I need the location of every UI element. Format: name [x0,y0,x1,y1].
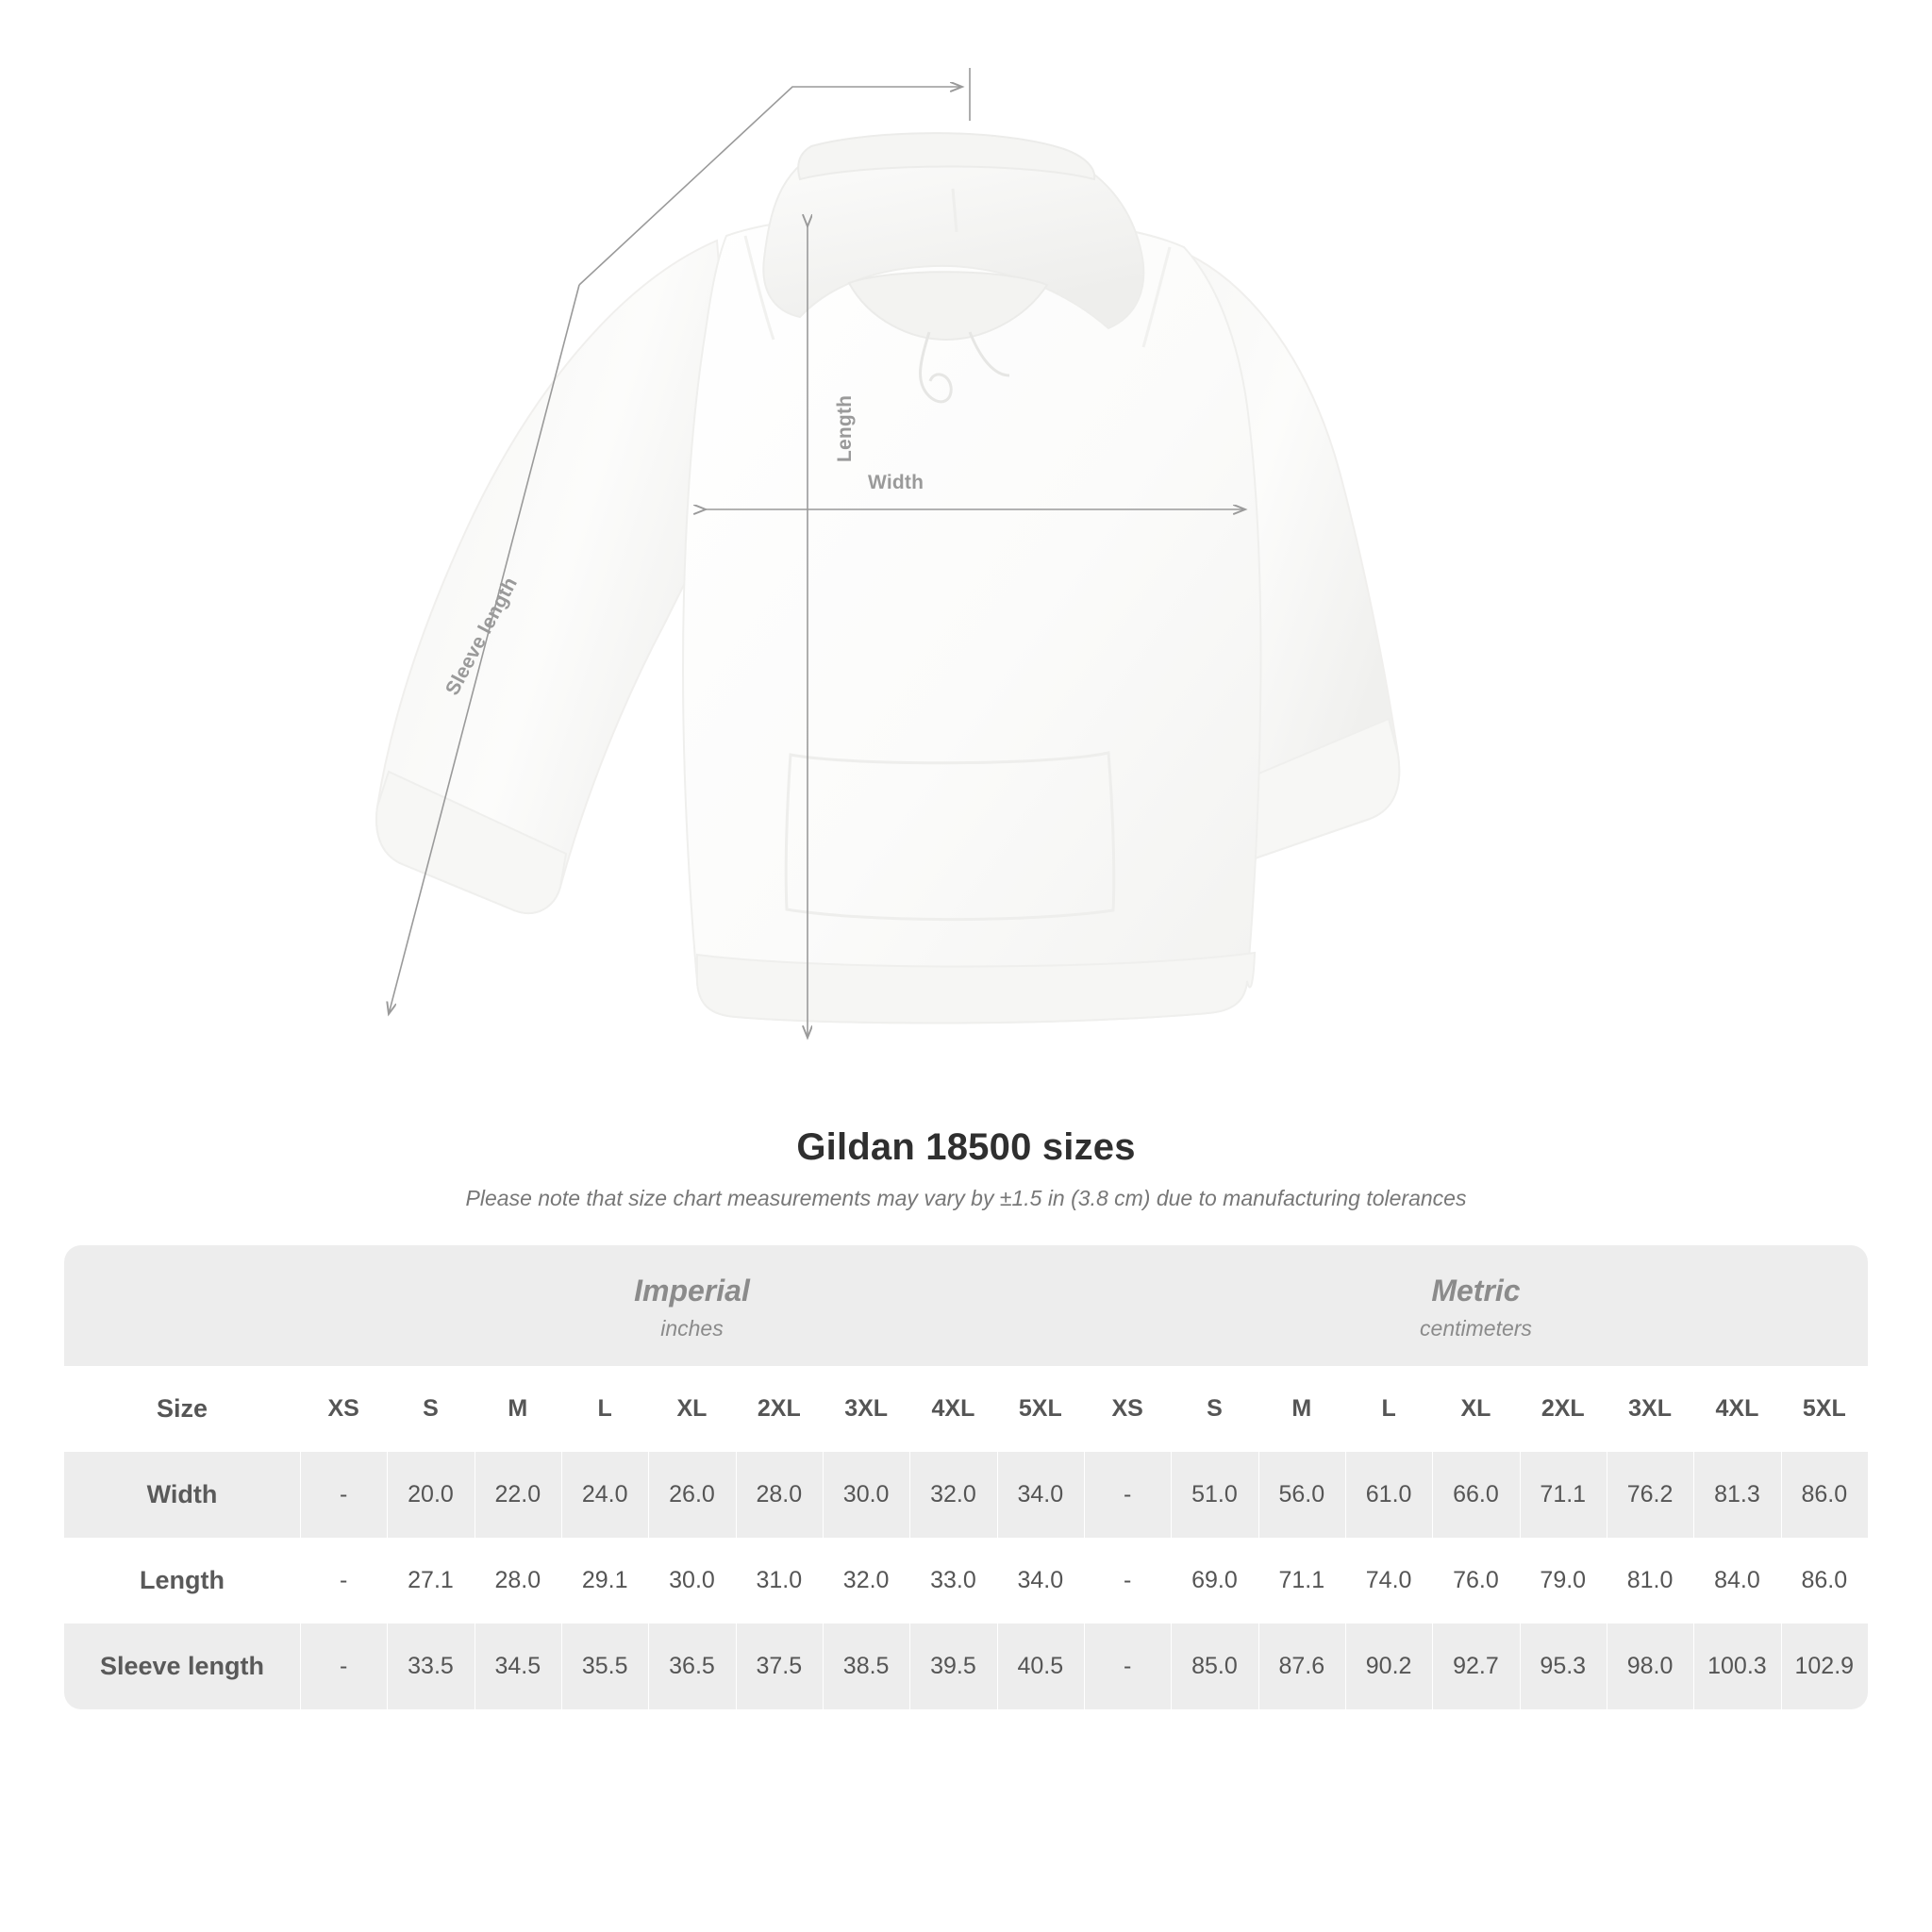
cell-sleeve-imperial-4xl: 39.5 [909,1624,996,1709]
page-title: Gildan 18500 sizes [796,1126,1136,1168]
tolerance-note: Please note that size chart measurements may vary by ±1.5 in (3.8 cm) due to manufacturing tolerances [465,1186,1467,1210]
cell-width-metric-5xl: 86.0 [1781,1452,1868,1538]
sleeve-length-label: Sleeve length [441,574,523,699]
chart-heading-block [0,1126,1932,1211]
cell-length-imperial-5xl: 34.0 [997,1538,1084,1624]
cell-sleeve-metric-xs: - [1084,1624,1171,1709]
header-size-label: Size [64,1366,300,1452]
header-size-metric-m: M [1258,1366,1345,1452]
cell-length-imperial-m: 28.0 [475,1538,561,1624]
cell-sleeve-metric-xl: 92.7 [1432,1624,1519,1709]
header-size-imperial-4xl: 4XL [909,1366,996,1452]
cell-length-imperial-l: 29.1 [561,1538,648,1624]
row-label-width: Width [64,1452,300,1538]
cell-length-metric-4xl: 84.0 [1693,1538,1780,1624]
header-size-imperial-m: M [475,1366,561,1452]
cell-length-metric-2xl: 79.0 [1520,1538,1607,1624]
cell-sleeve-imperial-3xl: 38.5 [823,1624,909,1709]
cell-sleeve-metric-4xl: 100.3 [1693,1624,1780,1709]
header-size-imperial-xs: XS [300,1366,387,1452]
cell-width-imperial-5xl: 34.0 [997,1452,1084,1538]
cell-length-metric-5xl: 86.0 [1781,1538,1868,1624]
cell-width-imperial-s: 20.0 [387,1452,474,1538]
header-size-metric-l: L [1345,1366,1432,1452]
cell-sleeve-imperial-m: 34.5 [475,1624,561,1709]
cell-width-imperial-2xl: 28.0 [736,1452,823,1538]
cell-sleeve-metric-5xl: 102.9 [1781,1624,1868,1709]
cell-sleeve-metric-s: 85.0 [1171,1624,1257,1709]
unit-header-row [64,1245,1868,1366]
cell-width-metric-3xl: 76.2 [1607,1452,1693,1538]
cell-sleeve-imperial-l: 35.5 [561,1624,648,1709]
cell-length-metric-xs: - [1084,1538,1171,1624]
size-header-row [64,1366,1868,1452]
length-label: Length [834,394,856,462]
cell-sleeve-imperial-xl: 36.5 [648,1624,735,1709]
hoodie-art [376,133,1399,1023]
header-size-imperial-xl: XL [648,1366,735,1452]
cell-length-metric-l: 74.0 [1345,1538,1432,1624]
size-table-wrapper [64,1245,1868,1709]
header-size-metric-xl: XL [1432,1366,1519,1452]
cell-length-imperial-s: 27.1 [387,1538,474,1624]
cell-sleeve-imperial-xs: - [300,1624,387,1709]
cell-sleeve-metric-l: 90.2 [1345,1624,1432,1709]
cell-width-imperial-xs: - [300,1452,387,1538]
cell-width-metric-4xl: 81.3 [1693,1452,1780,1538]
cell-sleeve-imperial-5xl: 40.5 [997,1624,1084,1709]
table-row [64,1624,1868,1709]
size-table [64,1245,1868,1709]
cell-width-imperial-l: 24.0 [561,1452,648,1538]
table-row [64,1452,1868,1538]
cell-length-metric-xl: 76.0 [1432,1538,1519,1624]
cell-length-imperial-xs: - [300,1538,387,1624]
cell-width-metric-l: 61.0 [1345,1452,1432,1538]
header-size-imperial-s: S [387,1366,474,1452]
unit-imperial-cell [300,1245,1084,1366]
cell-width-imperial-xl: 26.0 [648,1452,735,1538]
header-size-metric-s: S [1171,1366,1257,1452]
header-size-metric-4xl: 4XL [1693,1366,1780,1452]
header-size-metric-5xl: 5XL [1781,1366,1868,1452]
unit-spacer-cell [64,1245,300,1366]
cell-width-metric-xs: - [1084,1452,1171,1538]
cell-width-metric-m: 56.0 [1258,1452,1345,1538]
cell-length-metric-m: 71.1 [1258,1538,1345,1624]
cell-sleeve-metric-3xl: 98.0 [1607,1624,1693,1709]
cell-width-imperial-m: 22.0 [475,1452,561,1538]
header-size-imperial-3xl: 3XL [823,1366,909,1452]
cell-length-imperial-3xl: 32.0 [823,1538,909,1624]
cell-width-metric-2xl: 71.1 [1520,1452,1607,1538]
header-size-imperial-l: L [561,1366,648,1452]
row-label-sleeve-length: Sleeve length [64,1624,300,1709]
unit-imperial-name: Imperial [634,1274,750,1307]
cell-length-metric-3xl: 81.0 [1607,1538,1693,1624]
table-row [64,1538,1868,1624]
cell-sleeve-metric-2xl: 95.3 [1520,1624,1607,1709]
header-size-metric-3xl: 3XL [1607,1366,1693,1452]
cell-sleeve-metric-m: 87.6 [1258,1624,1345,1709]
unit-imperial-sub: inches [660,1316,724,1341]
cell-width-metric-s: 51.0 [1171,1452,1257,1538]
unit-metric-sub: centimeters [1420,1316,1532,1341]
cell-sleeve-imperial-2xl: 37.5 [736,1624,823,1709]
header-size-metric-xs: XS [1084,1366,1171,1452]
cell-sleeve-imperial-s: 33.5 [387,1624,474,1709]
cell-width-imperial-4xl: 32.0 [909,1452,996,1538]
cell-width-metric-xl: 66.0 [1432,1452,1519,1538]
cell-length-imperial-2xl: 31.0 [736,1538,823,1624]
row-label-length: Length [140,1566,225,1594]
cell-length-metric-s: 69.0 [1171,1538,1257,1624]
cell-length-imperial-4xl: 33.0 [909,1538,996,1624]
cell-width-imperial-3xl: 30.0 [823,1452,909,1538]
header-size-imperial-2xl: 2XL [736,1366,823,1452]
width-label: Width [868,472,924,493]
header-size-metric-2xl: 2XL [1520,1366,1607,1452]
unit-metric-name: Metric [1431,1274,1521,1307]
cell-length-imperial-xl: 30.0 [648,1538,735,1624]
unit-metric-cell [1084,1245,1868,1366]
header-size-imperial-5xl: 5XL [997,1366,1084,1452]
